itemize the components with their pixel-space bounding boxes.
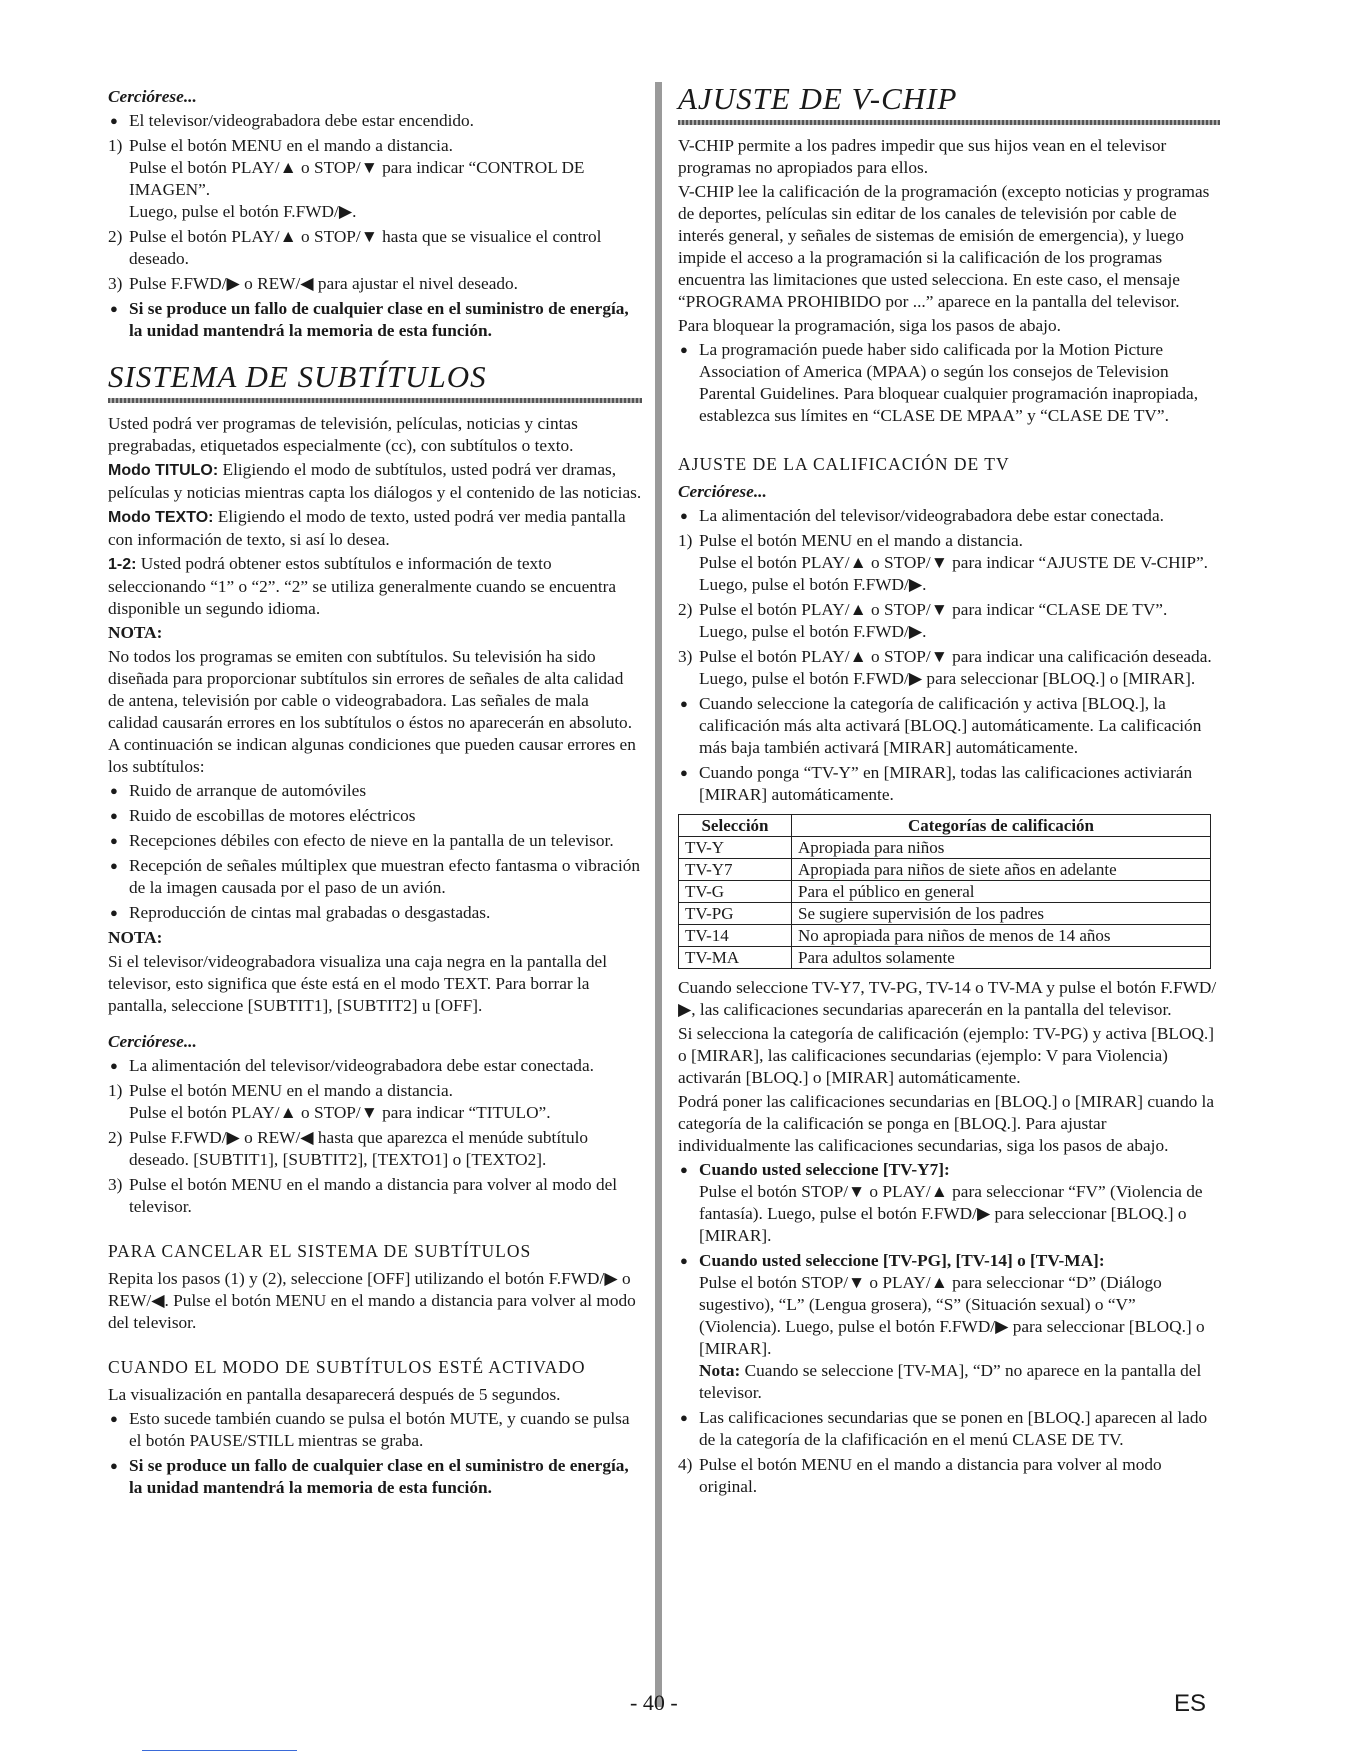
subtitles-intro: Usted podrá ver programas de televisión, películas, noticias y cintas pregrabadas, etiquetados especialmente (cc), con subtítulos o texto. [108, 414, 578, 455]
active-list [108, 1408, 642, 1499]
list-item: ● La programación puede haber sido calificada por la Motion Picture Association of America (MPAA) o según los consejos de Television Parental Guidelines. Para bloquear cualquier programación inapropiada, establezca sus límites en “CLASE DE MPAA” y “CLASE DE TV”. [678, 339, 1220, 427]
vchip-paragraph: V-CHIP permite a los padres impedir que sus hijos vean en el televisor programas no apropiados para ellos. [678, 136, 1167, 177]
step-item: 2) Pulse el botón PLAY/▲ o STOP/▼ para indicar “CLASE DE TV”. Luego, pulse el botón F.FWD/▶. [678, 600, 1168, 641]
step-item: 3) Pulse F.FWD/▶ o REW/◀ para ajustar el nivel deseado. [108, 274, 518, 293]
check-list [678, 505, 1220, 527]
list-item: ● Recepción de señales múltiplex que muestran efecto fantasma o vibración de la imagen causada por el paso de un avión. [108, 855, 642, 899]
rating-table [678, 814, 1211, 969]
list-item: ● Cuando usted seleccione [TV-PG], [TV-14] o [TV-MA]: Pulse el botón STOP/▼ o PLAY/▲ para seleccionar “D” (Diálogo sugestivo), “L” (Lengua grosera), “S” (Situación sexual) o “V” (Violencia). Luego, pulse el botón F.FWD/▶ para seleccionar [BLOQ.] o [MIRAR]. Nota: Cuando se seleccione [TV-MA], “D” no aparece en la pantalla del televisor. [678, 1250, 1220, 1404]
cancel-text: Repita los pasos (1) y (2), seleccione [OFF] utilizando el botón F.FWD/▶ o REW/◀. Pulse el botón MENU en el mando a distancia para volver al modo del televisor. [108, 1269, 636, 1332]
right-column [678, 82, 1220, 1501]
table-row: TV-Y Apropiada para niños [679, 837, 1211, 859]
table-row: TV-Y7 Apropiada para niños de siete años en adelante [679, 859, 1211, 881]
table-row: TV-G Para el público en general [679, 881, 1211, 903]
column-divider [655, 82, 662, 1707]
mode-1-2: 1-2: Usted podrá obtener estos subtítulos e información de texto seleccionando “1” o “2”. “2” se utiliza generalmente cuando se encuentra disponible un segundo idioma. [108, 554, 617, 618]
check-bullet: ● La alimentación del televisor/videograbadora debe estar conectada. [108, 1055, 642, 1077]
secondary-rating-text: Podrá poner las calificaciones secundarias en [BLOQ.] o [MIRAR] cuando la categoría de la calificación se ponga en [BLOQ.]. Para ajustar individualmente las calificaciones secundarias, siga los pasos de abajo. [678, 1092, 1215, 1155]
table-row: TV-PG Se sugiere supervisión de los padres [679, 903, 1211, 925]
memory-warning: ● Si se produce un fallo de cualquier clase en el suministro de energía, la unidad mantendrá la memoria de esta función. [108, 298, 642, 342]
active-heading: CUANDO EL MODO DE SUBTÍTULOS ESTÉ ACTIVADO [108, 1357, 586, 1377]
step-item: 1) Pulse el botón MENU en el mando a distancia. Pulse el botón PLAY/▲ o STOP/▼ para indicar “TITULO”. [108, 1081, 551, 1122]
secondary-rating-text: Si selecciona la categoría de calificación (ejemplo: TV-PG) y activa [BLOQ.] o [MIRAR], las calificaciones secundarias (ejemplo: V para Violencia) activarán [BLOQ.] o [MIRAR] automáticamente. [678, 1024, 1214, 1087]
column-header: Selección [679, 815, 792, 837]
language-code: ES [1174, 1690, 1207, 1717]
tv-rating-notes [678, 693, 1220, 806]
nota-label: NOTA: [108, 623, 163, 642]
nota-text: Si el televisor/videograbadora visualiza una caja negra en la pantalla del televisor, esto significa que éste está en el modo TEXT. Para borrar la pantalla, seleccione [SUBTIT1], [SUBTIT2] u [OFF]. [108, 952, 608, 1015]
secondary-rating-text: Cuando seleccione TV-Y7, TV-PG, TV-14 o TV-MA y pulse el botón F.FWD/▶, las calificaciones secundarias aparecerán en la pantalla del televisor. [678, 978, 1217, 1019]
secondary-rating-cases [678, 1159, 1220, 1451]
step-item: 1) Pulse el botón MENU en el mando a distancia. Pulse el botón PLAY/▲ o STOP/▼ para indicar “CONTROL DE IMAGEN”. Luego, pulse el botón F.FWD/▶. [108, 136, 585, 221]
table-header-row [679, 815, 1211, 837]
list-item: ● Cuando ponga “TV-Y” en [MIRAR], todas las calificaciones activiarán [MIRAR] automáticamente. [678, 762, 1220, 806]
list-item: ● Ruido de arranque de automóviles [108, 780, 642, 802]
memory-warning: ● Si se produce un fallo de cualquier clase en el suministro de energía, la unidad mantendrá la memoria de esta función. [108, 1455, 642, 1499]
step-item: 4) Pulse el botón MENU en el mando a distancia para volver al modo original. [678, 1455, 1162, 1496]
list-item: ● Cuando seleccione la categoría de calificación y activa [BLOQ.], la calificación más alta activará [BLOQ.] automáticamente. La calificación más baja también activará [MIRAR] automáticamente. [678, 693, 1220, 759]
tv-rating-heading: AJUSTE DE LA CALIFICACIÓN DE TV [678, 454, 1010, 474]
check-list [108, 110, 642, 132]
vchip-paragraph: V-CHIP lee la calificación de la programación (excepto noticias y programas de deportes, películas sin editar de los canales de televisión por cable de interés general, y señales de sistemas de emisión de emergencia), y luego impide el acceso a la programación si la calificación de los programas encuentra las limitaciones que usted selecciona. En este caso, el mensaje “PROGRAMA PROHIBIDO por ...” aparece en la pantalla del televisor. [678, 182, 1210, 311]
check-heading: Cerciórese... [108, 87, 197, 106]
check-heading: Cerciórese... [678, 482, 767, 501]
list-item: ● Reproducción de cintas mal grabadas o desgastadas. [108, 902, 642, 924]
vchip-section-title: AJUSTE DE V-CHIP [678, 81, 958, 116]
active-text: La visualización en pantalla desaparecerá después de 5 segundos. [108, 1385, 561, 1404]
footer-line [142, 1750, 297, 1751]
warning-list [108, 298, 642, 342]
step-item: 3) Pulse el botón MENU en el mando a distancia para volver al modo del televisor. [108, 1175, 618, 1216]
mode-titulo: Modo TITULO: Eligiendo el modo de subtítulos, usted podrá ver dramas, películas y noticias mientras capta los diálogos y el contenido de las noticias. [108, 460, 642, 502]
column-header: Categorías de calificación [792, 815, 1211, 837]
left-column [108, 82, 642, 1502]
check-list [108, 1055, 642, 1077]
list-item: ● Las calificaciones secundarias que se ponen en [BLOQ.] aparecen al lado de la categoría de la clafificación en el menú CLASE DE TV. [678, 1407, 1220, 1451]
table-row: TV-MA Para adultos solamente [679, 947, 1211, 969]
list-item: ● Ruido de escobillas de motores eléctricos [108, 805, 642, 827]
picture-control-steps [108, 135, 642, 295]
nota-label: NOTA: [108, 928, 163, 947]
step-item: 2) Pulse el botón PLAY/▲ o STOP/▼ hasta que se visualice el control deseado. [108, 227, 602, 268]
step-item: 3) Pulse el botón PLAY/▲ o STOP/▼ para indicar una calificación deseada. Luego, pulse el botón F.FWD/▶ para seleccionar [BLOQ.] o [MIRAR]. [678, 647, 1212, 688]
list-item: ● Esto sucede también cuando se pulsa el botón MUTE, y cuando se pulsa el botón PAUSE/STILL mientras se graba. [108, 1408, 642, 1452]
check-heading: Cerciórese... [108, 1032, 197, 1051]
table-row: TV-14 No apropiada para niños de menos de 14 años [679, 925, 1211, 947]
step-item: 2) Pulse F.FWD/▶ o REW/◀ hasta que aparezca el menúde subtítulo deseado. [SUBTIT1], [SUBTIT2], [TEXTO1] o [TEXTO2]. [108, 1128, 589, 1169]
step-item: 1) Pulse el botón MENU en el mando a distancia. Pulse el botón PLAY/▲ o STOP/▼ para indicar “AJUSTE DE V-CHIP”. Luego, pulse el botón F.FWD/▶. [678, 531, 1208, 594]
section-divider [108, 398, 642, 403]
list-item: ● Recepciones débiles con efecto de nieve en la pantalla de un televisor. [108, 830, 642, 852]
subtitle-steps [108, 1080, 642, 1218]
page-number: - 40 - [630, 1690, 678, 1715]
vchip-paragraph: Para bloquear la programación, siga los pasos de abajo. [678, 316, 1061, 335]
subtitles-section-title: SISTEMA DE SUBTÍTULOS [108, 359, 487, 394]
vchip-list [678, 339, 1220, 427]
final-step [678, 1454, 1220, 1498]
check-bullet: ● La alimentación del televisor/videograbadora debe estar conectada. [678, 505, 1220, 527]
mode-texto: Modo TEXTO: Eligiendo el modo de texto, usted podrá ver media pantalla con información de texto, si así lo desea. [108, 507, 626, 549]
check-bullet: ● El televisor/videograbadora debe estar encendido. [108, 110, 642, 132]
nota-text: No todos los programas se emiten con subtítulos. Su televisión ha sido diseñada para proporcionar subtítulos sin errores de señales de alta calidad de antena, televisión por cable o videograbadora. Las señales de mala calidad causarán errores en los subtítulos o éstos no aparecerán en absoluto. A continuación se indican algunas condiciones que pueden causar errores en los subtítulos: [108, 647, 636, 776]
cancel-heading: PARA CANCELAR EL SISTEMA DE SUBTÍTULOS [108, 1241, 532, 1261]
section-divider [678, 120, 1220, 125]
tv-rating-steps [678, 530, 1220, 690]
list-item: ● Cuando usted seleccione [TV-Y7]: Pulse el botón STOP/▼ o PLAY/▲ para seleccionar “FV” (Violencia de fantasía). Luego, pulse el botón F.FWD/▶ para seleccionar [BLOQ.] o [MIRAR]. [678, 1159, 1220, 1247]
error-conditions-list [108, 780, 642, 924]
